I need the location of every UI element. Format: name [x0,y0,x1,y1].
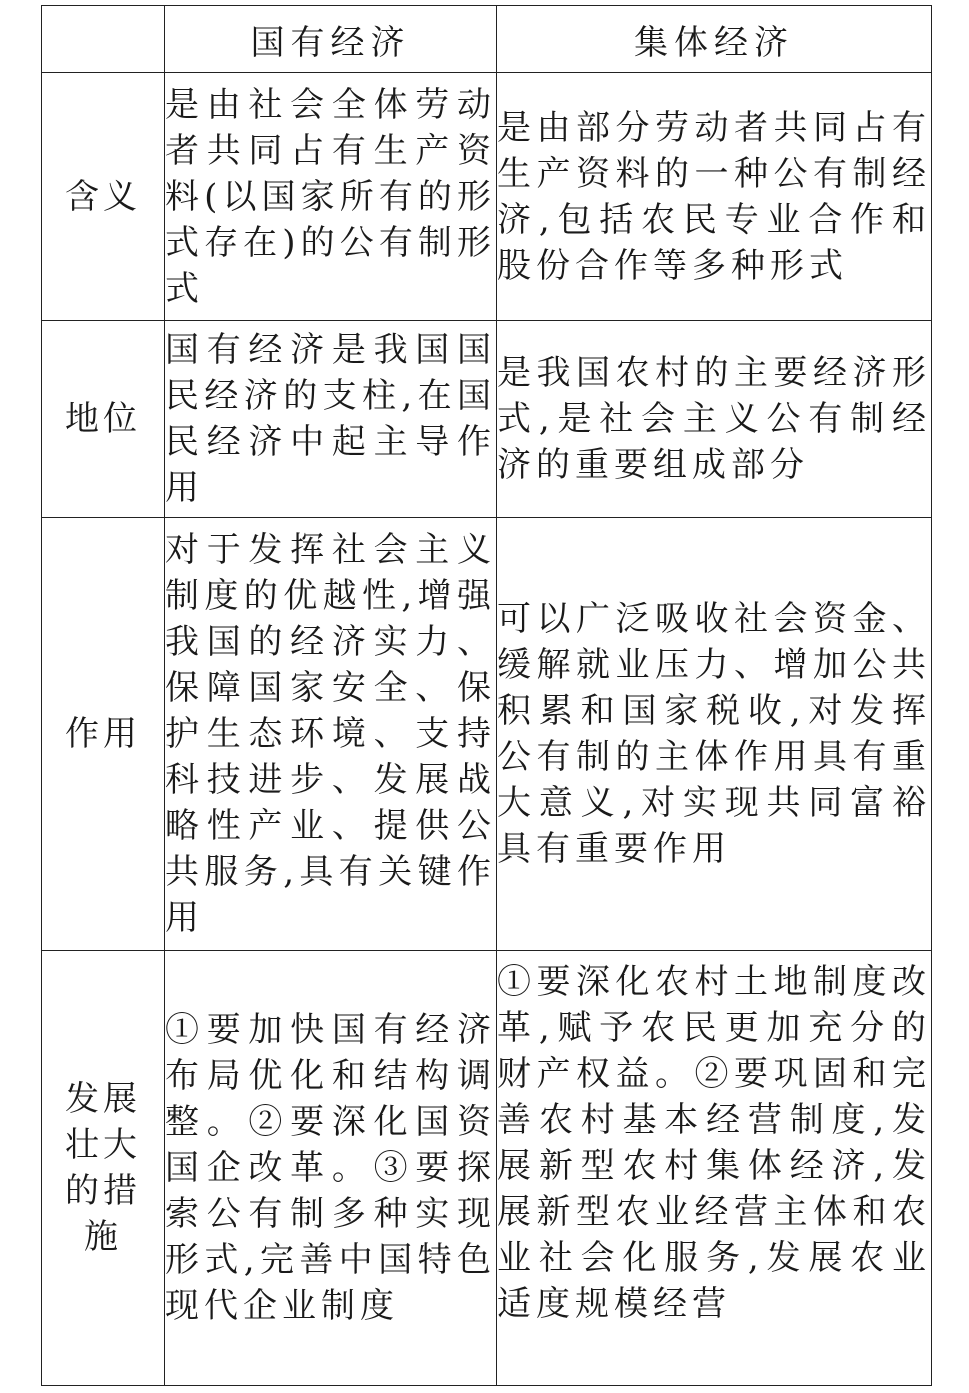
state-economy-role: 对于发挥社会主义制度的优越性,增强我国的经济实力、保障国家安全、保护生态环境、支持科技进步、发展战略性产业、提供公共服务,具有关键作用 [165,518,497,951]
row-label-role: 作用 [42,518,165,951]
row-label-measures-cell [42,951,165,1386]
state-economy-status: 国有经济是我国国民经济的支柱,在国民经济中起主导作用 [165,321,497,518]
collective-economy-role: 可以广泛吸收社会资金、缓解就业压力、增加公共积累和国家税收,对发挥公有制的主体作用具有重大意义,对实现共同富裕具有重要作用 [497,518,932,951]
table-row-definition [42,73,932,321]
header-row [42,6,932,73]
header-collective-economy: 集体经济 [497,6,932,73]
header-state-economy: 国有经济 [165,6,497,73]
state-economy-definition: 是由社会全体劳动者共同占有生产资料(以国家所有的形式存在)的公有制形式 [165,73,497,321]
collective-economy-status: 是我国农村的主要经济形式,是社会主义公有制经济的重要组成部分 [497,321,932,518]
table-row-role [42,518,932,951]
comparison-table [41,5,932,1386]
table-row-measures [42,951,932,1386]
row-label-measures: 发展壮大的措施 [65,1079,141,1257]
row-label-definition: 含义 [42,73,165,321]
header-corner-cell [42,6,165,73]
state-economy-measures: ①要加快国有经济布局优化和结构调整。②要深化国资国企改革。③要探索公有制多种实现形式,完善中国特色现代企业制度 [165,951,497,1386]
table-row-status [42,321,932,518]
row-label-status: 地位 [42,321,165,518]
collective-economy-definition: 是由部分劳动者共同占有生产资料的一种公有制经济,包括农民专业合作和股份合作等多种形式 [497,73,932,321]
collective-economy-measures: ①要深化农村土地制度改革,赋予农民更加充分的财产权益。②要巩固和完善农村基本经营制度,发展新型农村集体经济,发展新型农业经营主体和农业社会化服务,发展农业适度规模经营 [497,951,932,1386]
